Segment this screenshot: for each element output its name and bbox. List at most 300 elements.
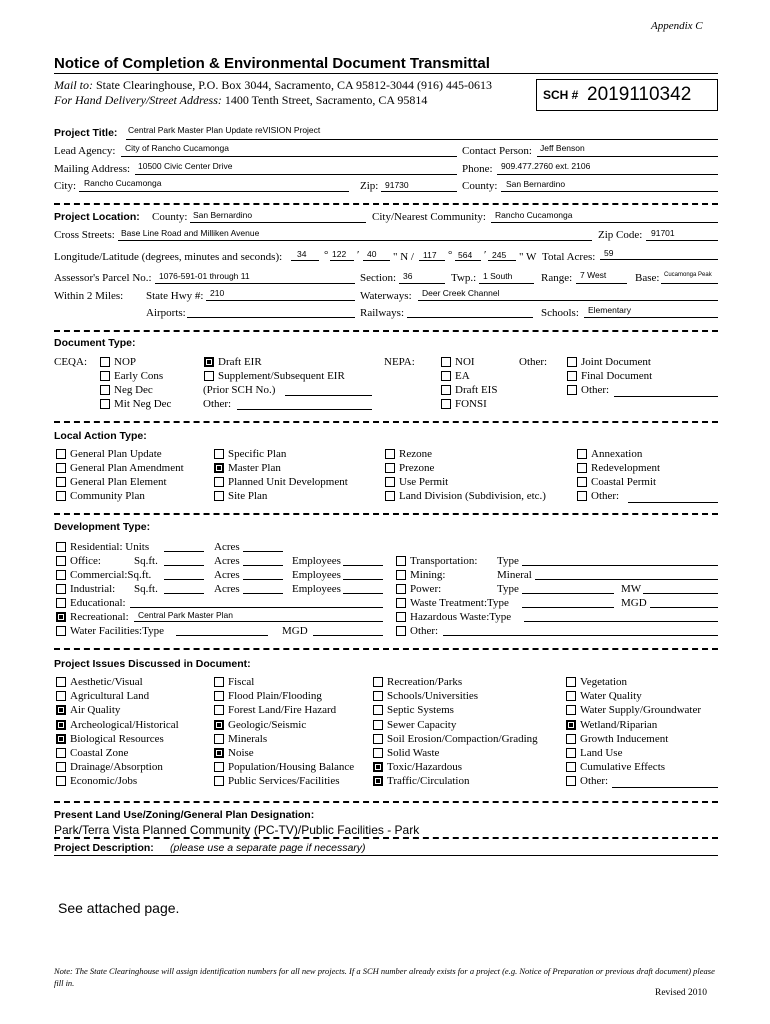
state-hwy-label: State Hwy #: — [146, 290, 204, 302]
field-line — [501, 191, 718, 192]
section-divider — [54, 837, 718, 839]
mgd-field[interactable] — [650, 607, 718, 608]
draft-eir-label: Draft EIR — [218, 356, 262, 368]
divider — [54, 855, 718, 856]
final-document-checkbox[interactable] — [567, 371, 577, 381]
land-use-heading: Present Land Use/Zoning/General Plan Designation: — [54, 809, 315, 821]
mailing-value[interactable]: 10500 Civic Center Drive — [138, 161, 233, 171]
parcel-label: Assessor's Parcel No.: — [54, 272, 152, 284]
cross-streets-label: Cross Streets: — [54, 229, 115, 241]
acres-label: Acres — [214, 555, 240, 567]
section-divider — [54, 421, 718, 423]
wetland-riparian-checkbox[interactable] — [566, 720, 576, 730]
field-line — [488, 260, 516, 261]
sqft-field[interactable] — [164, 579, 204, 580]
total-acres-label: Total Acres: — [542, 251, 596, 263]
water-quality-checkbox[interactable] — [566, 691, 576, 701]
wetland-riparian-label: Wetland/Riparian — [580, 718, 658, 731]
nearest-community-label: City/Nearest Community: — [372, 211, 486, 223]
noi-label: NOI — [455, 356, 475, 368]
traffic-circulation-label: Traffic/Circulation — [387, 775, 470, 788]
master-plan-checkbox[interactable] — [214, 463, 224, 473]
nop-checkbox[interactable] — [100, 357, 110, 367]
county-value[interactable]: San Bernardino — [506, 179, 566, 189]
development-type-heading: Development Type: — [54, 521, 151, 533]
site-plan-checkbox[interactable] — [214, 491, 224, 501]
transportation-label: Transportation: — [410, 555, 478, 567]
public-services-facilities-checkbox[interactable] — [214, 776, 224, 786]
type-label: Type — [497, 583, 519, 595]
dev-other-checkbox[interactable] — [396, 626, 406, 636]
early-cons-checkbox[interactable] — [100, 371, 110, 381]
field-line — [661, 283, 718, 284]
lon-deg[interactable]: 117 — [423, 250, 437, 260]
airports-field[interactable] — [187, 317, 355, 318]
nearest-community-value[interactable]: Rancho Cucamonga — [495, 210, 573, 220]
zip-value[interactable]: 91730 — [385, 180, 409, 190]
document-type-heading: Document Type: — [54, 337, 136, 349]
phone-label: Phone: — [462, 163, 493, 175]
aesthetic-visual-checkbox[interactable] — [56, 677, 66, 687]
agricultural-land-checkbox[interactable] — [56, 691, 66, 701]
sqft-label: Sq.ft. — [134, 555, 158, 567]
section-divider — [54, 801, 718, 803]
local-other-field[interactable] — [628, 502, 718, 503]
field-line — [479, 283, 534, 284]
acres-field[interactable] — [243, 579, 283, 580]
range-value[interactable]: 7 West — [580, 270, 607, 280]
vegetation-label: Vegetation — [580, 676, 628, 688]
within-2-miles-label: Within 2 Miles: — [54, 290, 124, 302]
flood-plain-flooding-checkbox[interactable] — [214, 691, 224, 701]
loc-zip-value[interactable]: 91701 — [651, 228, 675, 238]
fonsi-label: FONSI — [455, 398, 487, 410]
water-facilities-checkbox[interactable] — [56, 626, 66, 636]
planned-unit-development-label: Planned Unit Development — [228, 476, 348, 488]
prior-sch-field[interactable] — [285, 395, 372, 396]
sewer-capacity-label: Sewer Capacity — [387, 718, 457, 731]
other-label: Other: — [581, 384, 610, 396]
base-value[interactable]: Cucamonga Peak — [664, 272, 712, 278]
loc-county-label: County: — [152, 211, 188, 223]
vegetation-checkbox[interactable] — [566, 677, 576, 687]
office-checkbox[interactable] — [56, 556, 66, 566]
power-type-field[interactable] — [522, 593, 614, 594]
base-label: Base: — [635, 272, 660, 284]
page-title: Notice of Completion & Environmental Document Transmittal — [54, 55, 490, 72]
project-title-value[interactable]: Central Park Master Plan Update reVISION Project — [128, 125, 321, 135]
field-line — [155, 283, 355, 284]
industrial-label: Industrial: — [70, 583, 116, 595]
septic-systems-label: Septic Systems — [387, 704, 454, 717]
traffic-circulation-checkbox[interactable] — [373, 776, 383, 786]
water-quality-label: Water Quality — [580, 690, 642, 703]
employees-field[interactable] — [343, 579, 383, 580]
field-line — [381, 191, 457, 192]
general-plan-element-label: General Plan Element — [70, 476, 167, 488]
economic-jobs-checkbox[interactable] — [56, 776, 66, 786]
industrial-checkbox[interactable] — [56, 584, 66, 594]
office-label: Office: — [70, 555, 101, 567]
mgd-label: MGD — [621, 597, 647, 609]
drainage-absorption-label: Drainage/Absorption — [70, 761, 163, 774]
lon-sec[interactable]: 245 — [492, 250, 507, 260]
water-supply-groundwater-label: Water Supply/Groundwater — [580, 704, 701, 717]
final-document-label: Final Document — [581, 370, 653, 382]
section-divider — [54, 513, 718, 515]
other-checkbox[interactable] — [577, 491, 587, 501]
sqft-label: Sq.ft. — [134, 583, 158, 595]
field-line — [291, 260, 319, 261]
cumulative-effects-label: Cumulative Effects — [580, 761, 666, 774]
lead-agency-value[interactable]: City of Rancho Cucamonga — [125, 143, 229, 153]
project-description-text[interactable]: See attached page. — [58, 900, 180, 916]
sqft-field[interactable] — [164, 593, 204, 594]
rezone-label: Rezone — [399, 448, 432, 460]
mgd-label: MGD — [282, 625, 308, 637]
soil-erosion-compaction-grading-label: Soil Erosion/Compaction/Grading — [387, 732, 538, 745]
master-plan-label: Master Plan — [228, 462, 281, 474]
lat-deg[interactable]: 34 — [297, 249, 307, 259]
field-line — [206, 300, 355, 301]
mineral-field[interactable] — [535, 579, 718, 580]
project-description-note: (please use a separate page if necessary) — [170, 842, 366, 854]
mailing-label: Mailing Address: — [54, 163, 131, 175]
air-quality-checkbox[interactable] — [56, 705, 66, 715]
redevelopment-label: Redevelopment — [591, 462, 661, 474]
railways-field[interactable] — [407, 317, 533, 318]
population-housing-balance-checkbox[interactable] — [214, 762, 224, 772]
use-permit-checkbox[interactable] — [385, 477, 395, 487]
section-divider — [54, 330, 718, 332]
section-label: Section: — [360, 272, 397, 284]
lat-min[interactable]: 122 — [332, 249, 347, 259]
field-line — [491, 222, 718, 223]
schools-label: Schools: — [541, 307, 579, 319]
appendix-label: Appendix C — [651, 20, 703, 32]
cross-streets-value[interactable]: Base Line Road and Milliken Avenue — [121, 228, 260, 238]
draft-eis-label: Draft EIS — [455, 384, 498, 396]
section-divider — [54, 648, 718, 650]
dev-other-field[interactable] — [443, 635, 718, 636]
use-permit-label: Use Permit — [399, 476, 449, 488]
employees-label: Employees — [292, 555, 341, 567]
waste-type-field[interactable] — [522, 607, 614, 608]
parcel-value[interactable]: 1076-591-01 through 11 — [159, 271, 250, 281]
solid-waste-checkbox[interactable] — [373, 748, 383, 758]
general-plan-update-checkbox[interactable] — [56, 449, 66, 459]
city-value[interactable]: Rancho Cucamonga — [84, 178, 162, 188]
forest-land-fire-hazard-label: Forest Land/Fire Hazard — [228, 704, 337, 717]
lat-sec[interactable]: 40 — [367, 249, 377, 259]
general-plan-element-checkbox[interactable] — [56, 477, 66, 487]
archeological-historical-checkbox[interactable] — [56, 720, 66, 730]
cumulative-effects-checkbox[interactable] — [566, 762, 576, 772]
range-label: Range: — [541, 272, 573, 284]
redevelopment-checkbox[interactable] — [577, 463, 587, 473]
fonsi-checkbox[interactable] — [441, 399, 451, 409]
mit-neg-dec-label: Mit Neg Dec — [114, 398, 172, 410]
educational-checkbox[interactable] — [56, 598, 66, 608]
field-line — [455, 260, 481, 261]
minute-symbol: ′ — [357, 249, 360, 261]
general-plan-amendment-checkbox[interactable] — [56, 463, 66, 473]
toxic-hazardous-checkbox[interactable] — [373, 762, 383, 772]
sewer-capacity-checkbox[interactable] — [373, 720, 383, 730]
land-division-subdivision-etc-checkbox[interactable] — [385, 491, 395, 501]
schools-universities-checkbox[interactable] — [373, 691, 383, 701]
type-label: Type — [497, 555, 519, 567]
draft-eis-checkbox[interactable] — [441, 385, 451, 395]
field-line — [134, 621, 383, 622]
solid-waste-label: Solid Waste — [387, 747, 440, 759]
noi-checkbox[interactable] — [441, 357, 451, 367]
total-acres-value[interactable]: 59 — [604, 248, 614, 258]
mining-label: Mining: — [410, 569, 446, 581]
rezone-checkbox[interactable] — [385, 449, 395, 459]
annexation-checkbox[interactable] — [577, 449, 587, 459]
lead-agency-label: Lead Agency: — [54, 145, 116, 157]
section-value[interactable]: 36 — [403, 271, 413, 281]
educational-field[interactable] — [130, 607, 383, 608]
transportation-checkbox[interactable] — [396, 556, 406, 566]
specific-plan-checkbox[interactable] — [214, 449, 224, 459]
sch-box — [536, 79, 718, 111]
water-supply-groundwater-checkbox[interactable] — [566, 705, 576, 715]
hazardous-waste-checkbox[interactable] — [396, 612, 406, 622]
acres-field[interactable] — [243, 593, 283, 594]
agricultural-land-label: Agricultural Land — [70, 690, 150, 703]
community-plan-label: Community Plan — [70, 490, 145, 502]
acres-label: Acres — [214, 569, 240, 581]
nepa-label: NEPA: — [384, 356, 415, 368]
field-line — [118, 240, 592, 241]
field-line — [126, 139, 718, 140]
mineral-label: Mineral — [497, 569, 532, 581]
archeological-historical-label: Archeological/Historical — [70, 718, 179, 731]
prezone-checkbox[interactable] — [385, 463, 395, 473]
early-cons-label: Early Cons — [114, 370, 164, 382]
doc-other-field[interactable] — [614, 396, 718, 397]
mgd-field[interactable] — [313, 635, 383, 636]
sqft-field[interactable] — [164, 565, 204, 566]
minerals-label: Minerals — [228, 732, 268, 745]
biological-resources-checkbox[interactable] — [56, 734, 66, 744]
other-label: Other: — [580, 775, 609, 788]
prior-sch-label: (Prior SCH No.) — [203, 384, 276, 396]
mw-field[interactable] — [643, 593, 718, 594]
land-use-label: Land Use — [580, 747, 623, 759]
other-checkbox[interactable] — [566, 776, 576, 786]
ea-checkbox[interactable] — [441, 371, 451, 381]
city-label: City: — [54, 180, 77, 192]
hand-delivery-line: For Hand Delivery/Street Address: 1400 Tenth Street, Sacramento, CA 95814 — [54, 93, 428, 107]
other-label: Other: — [591, 490, 620, 502]
project-location-label: Project Location: — [54, 211, 140, 223]
water-facilities-label: Water Facilities:Type — [70, 625, 164, 637]
coastal-permit-checkbox[interactable] — [577, 477, 587, 487]
field-line — [135, 174, 457, 175]
employees-field[interactable] — [343, 593, 383, 594]
field-line — [79, 191, 349, 192]
septic-systems-checkbox[interactable] — [373, 705, 383, 715]
geologic-seismic-label: Geologic/Seismic — [228, 718, 307, 731]
waterways-label: Waterways: — [360, 290, 412, 302]
field-line — [576, 283, 627, 284]
ceqa-other-field[interactable] — [237, 409, 372, 410]
coastal-permit-label: Coastal Permit — [591, 476, 657, 488]
waste-treatment-checkbox[interactable] — [396, 598, 406, 608]
recreational-label: Recreational: — [70, 611, 129, 623]
economic-jobs-label: Economic/Jobs — [70, 775, 138, 788]
west-label: " W — [519, 251, 537, 263]
issues-other-field[interactable] — [612, 787, 718, 788]
acres-field[interactable] — [243, 565, 283, 566]
mining-checkbox[interactable] — [396, 570, 406, 580]
water-type-field[interactable] — [176, 635, 268, 636]
commercial-label: Commercial:Sq.ft. — [70, 569, 152, 581]
population-housing-balance-label: Population/Housing Balance — [228, 761, 355, 774]
acres-label: Acres — [214, 583, 240, 595]
joint-document-label: Joint Document — [581, 356, 651, 368]
field-line — [600, 259, 718, 260]
neg-dec-checkbox[interactable] — [100, 385, 110, 395]
residential-checkbox[interactable] — [56, 542, 66, 552]
loc-county-value[interactable]: San Bernardino — [193, 210, 253, 220]
land-use-checkbox[interactable] — [566, 748, 576, 758]
fiscal-label: Fiscal — [228, 676, 255, 688]
revised-label: Revised 2010 — [655, 988, 707, 998]
latlong-label: Longitude/Latitude (degrees, minutes and seconds): — [54, 251, 283, 263]
section-divider — [54, 203, 718, 205]
recreation-parks-label: Recreation/Parks — [387, 676, 463, 688]
flood-plain-flooding-label: Flood Plain/Flooding — [228, 690, 322, 703]
annexation-label: Annexation — [591, 448, 643, 460]
supplement-subsequent-eir-checkbox[interactable] — [204, 371, 214, 381]
field-line — [399, 283, 445, 284]
specific-plan-label: Specific Plan — [228, 448, 287, 460]
coastal-zone-checkbox[interactable] — [56, 748, 66, 758]
residential-label: Residential: Units — [70, 541, 150, 553]
field-line — [363, 260, 390, 261]
mit-neg-dec-checkbox[interactable] — [100, 399, 110, 409]
field-line — [497, 174, 718, 175]
field-line — [646, 240, 718, 241]
minute-symbol: ′ — [484, 249, 487, 261]
twp-label: Twp.: — [451, 272, 477, 284]
joint-document-checkbox[interactable] — [567, 357, 577, 367]
hazardous-type-field[interactable] — [524, 621, 718, 622]
power-checkbox[interactable] — [396, 584, 406, 594]
fiscal-checkbox[interactable] — [214, 677, 224, 687]
site-plan-label: Site Plan — [228, 490, 268, 502]
field-line — [418, 300, 718, 301]
soil-erosion-compaction-grading-checkbox[interactable] — [373, 734, 383, 744]
schools-value[interactable]: Elementary — [588, 305, 631, 315]
forest-land-fire-hazard-checkbox[interactable] — [214, 705, 224, 715]
zip-label: Zip: — [360, 180, 379, 192]
issues-heading: Project Issues Discussed in Document: — [54, 658, 251, 670]
sch-label: SCH # — [543, 88, 579, 102]
aesthetic-visual-label: Aesthetic/Visual — [70, 676, 143, 688]
railways-label: Railways: — [360, 307, 404, 319]
airports-label: Airports: — [146, 307, 186, 319]
coastal-zone-label: Coastal Zone — [70, 747, 129, 759]
state-hwy-value[interactable]: 210 — [210, 288, 225, 298]
schools-universities-label: Schools/Universities — [387, 690, 479, 703]
footnote: Note: The State Clearinghouse will assign identification numbers for all new projects. If a SCH number already exists for a project (e.g. Notice of Preparation or previous draft document) please fill in. — [54, 966, 715, 988]
local-action-heading: Local Action Type: — [54, 430, 147, 442]
field-line — [584, 317, 718, 318]
hazardous-waste-label: Hazardous Waste:Type — [410, 611, 512, 623]
employees-label: Employees — [292, 569, 341, 581]
drainage-absorption-checkbox[interactable] — [56, 762, 66, 772]
transportation-type-field[interactable] — [522, 565, 718, 566]
ea-label: EA — [455, 370, 470, 382]
loc-zip-label: Zip Code: — [598, 229, 643, 241]
growth-inducement-checkbox[interactable] — [566, 734, 576, 744]
noise-checkbox[interactable] — [214, 748, 224, 758]
sch-number[interactable]: 2019110342 — [587, 84, 692, 105]
educational-label: Educational: — [70, 597, 126, 609]
general-plan-update-label: General Plan Update — [70, 448, 162, 460]
recreational-value[interactable]: Central Park Master Plan — [138, 610, 233, 620]
project-description-heading: Project Description: — [54, 842, 154, 854]
geologic-seismic-checkbox[interactable] — [214, 720, 224, 730]
recreation-parks-checkbox[interactable] — [373, 677, 383, 687]
biological-resources-label: Biological Resources — [70, 732, 164, 745]
recreational-checkbox[interactable] — [56, 612, 66, 622]
nop-label: NOP — [114, 356, 137, 368]
field-line — [537, 156, 718, 157]
draft-eir-checkbox[interactable] — [204, 357, 214, 367]
land-use-value[interactable]: Park/Terra Vista Planned Community (PC-TV)/Public Facilities - Park — [54, 823, 420, 837]
commercial-checkbox[interactable] — [56, 570, 66, 580]
toxic-hazardous-label: Toxic/Hazardous — [387, 761, 462, 774]
degree-symbol: ° — [448, 249, 453, 261]
contact-value[interactable]: Jeff Benson — [540, 143, 585, 153]
growth-inducement-label: Growth Inducement — [580, 732, 669, 745]
project-title-label: Project Title: — [54, 127, 118, 139]
phone-value[interactable]: 909.477.2760 ext. 2106 — [501, 161, 591, 171]
neg-dec-label: Neg Dec — [114, 384, 153, 396]
employees-field[interactable] — [343, 565, 383, 566]
acres-label: Acres — [214, 541, 240, 553]
contact-label: Contact Person: — [462, 145, 532, 157]
county-label: County: — [462, 180, 498, 192]
units-field[interactable] — [164, 551, 204, 552]
noise-label: Noise — [228, 747, 254, 759]
air-quality-label: Air Quality — [70, 704, 121, 717]
waste-treatment-label: Waste Treatment:Type — [410, 597, 509, 609]
power-label: Power: — [410, 583, 442, 595]
planned-unit-development-checkbox[interactable] — [214, 477, 224, 487]
other-checkbox[interactable] — [567, 385, 577, 395]
lon-min[interactable]: 564 — [458, 250, 473, 260]
field-line — [121, 156, 457, 157]
minerals-checkbox[interactable] — [214, 734, 224, 744]
twp-value[interactable]: 1 South — [483, 271, 513, 281]
acres-field[interactable] — [243, 551, 283, 552]
community-plan-checkbox[interactable] — [56, 491, 66, 501]
waterways-value[interactable]: Deer Creek Channel — [422, 288, 500, 298]
ceqa-label: CEQA: — [54, 356, 87, 368]
degree-symbol: ° — [324, 249, 329, 261]
mail-to-line: Mail to: State Clearinghouse, P.O. Box 3044, Sacramento, CA 95812-3044 (916) 445-0613 — [54, 78, 492, 92]
land-division-subdivision-etc-label: Land Division (Subdivision, etc.) — [399, 490, 546, 502]
field-line — [190, 222, 366, 223]
other-doc-label: Other: — [519, 356, 548, 368]
